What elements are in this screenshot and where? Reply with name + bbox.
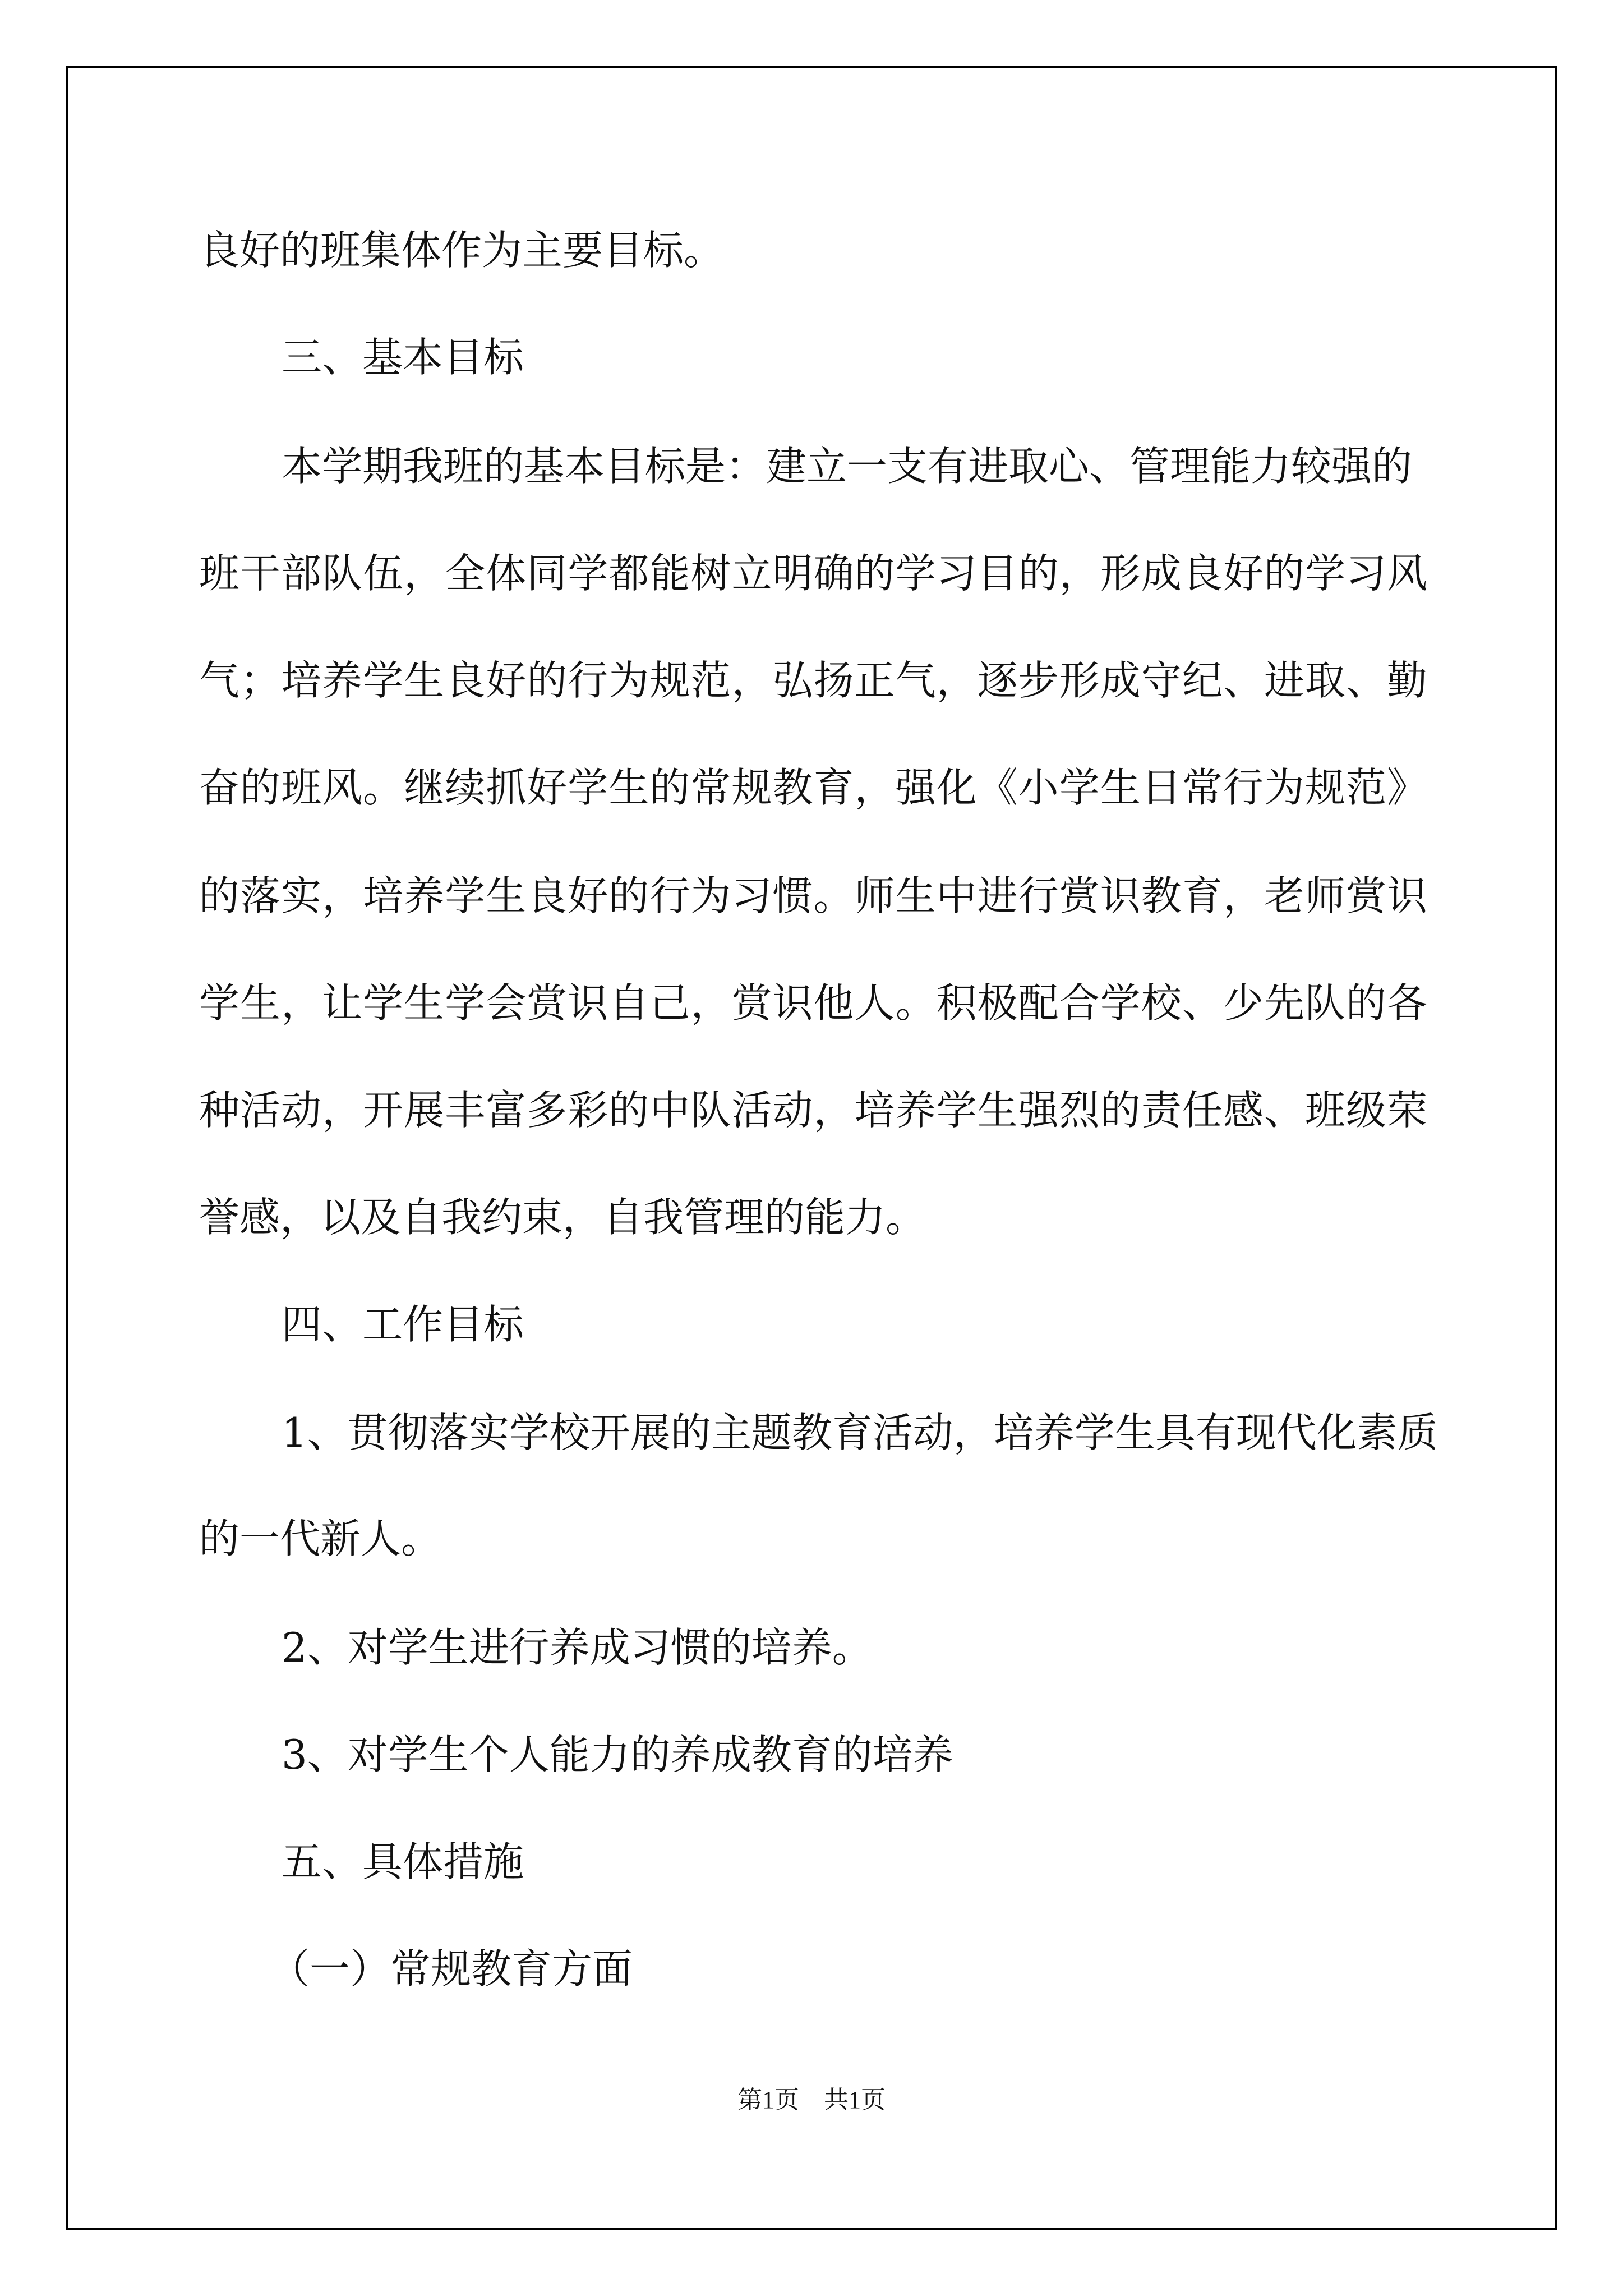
list-item: 3、对学生个人能力的养成教育的培养 bbox=[282, 1731, 953, 1778]
section-heading: 三、基本目标 bbox=[282, 334, 524, 381]
text-line: 学生，让学生学会赏识自己，赏识他人。积极配合学校、少先队的各 bbox=[199, 979, 1427, 1027]
list-item: 2、对学生进行养成习惯的培养。 bbox=[282, 1624, 873, 1671]
text-line: 班干部队伍，全体同学都能树立明确的学习目的，形成良好的学习风 bbox=[199, 550, 1427, 597]
text-line: 良好的班集体作为主要目标。 bbox=[199, 227, 725, 274]
section-heading: 五、具体措施 bbox=[282, 1838, 524, 1885]
subsection-heading: （一）常规教育方面 bbox=[269, 1945, 633, 1993]
page-number-footer: 第1页 共1页 bbox=[737, 2086, 886, 2114]
text-line: 气；培养学生良好的行为规范，弘扬正气，逐步形成守纪、进取、勤 bbox=[199, 657, 1427, 704]
text-line: 奋的班风。继续抓好学生的常规教育，强化《小学生日常行为规范》 bbox=[199, 764, 1427, 811]
section-heading: 四、工作目标 bbox=[282, 1301, 524, 1348]
page-border bbox=[66, 66, 1557, 2230]
text-line: 誉感，以及自我约束，自我管理的能力。 bbox=[199, 1194, 926, 1241]
text-line: 的落实，培养学生良好的行为习惯。师生中进行赏识教育，老师赏识 bbox=[199, 872, 1427, 919]
text-line: 本学期我班的基本目标是：建立一支有进取心、管理能力较强的 bbox=[282, 443, 1413, 490]
text-line: 种活动，开展丰富多彩的中队活动，培养学生强烈的责任感、班级荣 bbox=[199, 1087, 1427, 1134]
text-line: 的一代新人。 bbox=[199, 1515, 442, 1562]
text-line: 1、贯彻落实学校开展的主题教育活动，培养学生具有现代化素质 bbox=[282, 1409, 1438, 1456]
